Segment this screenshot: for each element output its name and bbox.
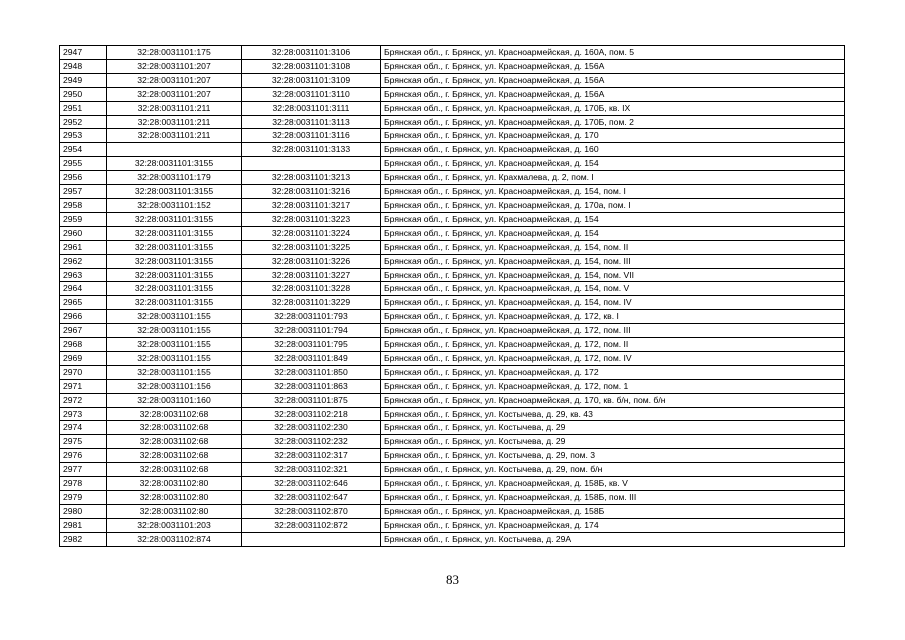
object-cadastral-number-cell: 32:28:0031101:3216 [242, 185, 381, 199]
address-cell: Брянская обл., г. Брянск, ул. Красноармейская, д. 174 [381, 518, 845, 532]
table-row [60, 407, 845, 421]
object-cadastral-number-cell: 32:28:0031101:3228 [242, 282, 381, 296]
address-cell: Брянская обл., г. Брянск, ул. Красноармейская, д. 154, пом. III [381, 254, 845, 268]
address-cell: Брянская обл., г. Брянск, ул. Костычева, д. 29А [381, 532, 845, 546]
land-cadastral-number-cell: 32:28:0031102:68 [107, 463, 242, 477]
land-cadastral-number-cell: 32:28:0031101:155 [107, 310, 242, 324]
object-cadastral-number-cell: 32:28:0031101:3229 [242, 296, 381, 310]
table-row [60, 421, 845, 435]
address-cell: Брянская обл., г. Брянск, ул. Красноармейская, д. 172 [381, 365, 845, 379]
table-row [60, 254, 845, 268]
address-cell: Брянская обл., г. Брянск, ул. Красноармейская, д. 170Б, кв. IX [381, 101, 845, 115]
row-number-cell: 2959 [60, 212, 107, 226]
row-number-cell: 2956 [60, 171, 107, 185]
table-row [60, 101, 845, 115]
object-cadastral-number-cell: 32:28:0031102:646 [242, 477, 381, 491]
land-cadastral-number-cell: 32:28:0031101:3155 [107, 282, 242, 296]
land-cadastral-number-cell: 32:28:0031101:211 [107, 129, 242, 143]
table-row [60, 198, 845, 212]
object-cadastral-number-cell: 32:28:0031102:647 [242, 491, 381, 505]
address-cell: Брянская обл., г. Брянск, ул. Костычева, д. 29, пом. б/н [381, 463, 845, 477]
land-cadastral-number-cell: 32:28:0031102:80 [107, 504, 242, 518]
row-number-cell: 2948 [60, 59, 107, 73]
table-body [60, 46, 845, 547]
land-cadastral-number-cell: 32:28:0031101:3155 [107, 296, 242, 310]
table-row [60, 449, 845, 463]
address-cell: Брянская обл., г. Брянск, ул. Красноармейская, д. 154, пом. VII [381, 268, 845, 282]
object-cadastral-number-cell: 32:28:0031101:3116 [242, 129, 381, 143]
land-cadastral-number-cell: 32:28:0031101:152 [107, 198, 242, 212]
land-cadastral-number-cell: 32:28:0031101:155 [107, 365, 242, 379]
object-cadastral-number-cell: 32:28:0031101:875 [242, 393, 381, 407]
table-row [60, 59, 845, 73]
land-cadastral-number-cell: 32:28:0031102:68 [107, 407, 242, 421]
land-cadastral-number-cell: 32:28:0031101:3155 [107, 226, 242, 240]
table-row [60, 491, 845, 505]
row-number-cell: 2955 [60, 157, 107, 171]
land-cadastral-number-cell: 32:28:0031101:175 [107, 46, 242, 60]
cadastral-table [59, 45, 845, 547]
row-number-cell: 2979 [60, 491, 107, 505]
table-row [60, 296, 845, 310]
table-row [60, 379, 845, 393]
table-row [60, 393, 845, 407]
table-row [60, 212, 845, 226]
land-cadastral-number-cell: 32:28:0031101:3155 [107, 157, 242, 171]
row-number-cell: 2952 [60, 115, 107, 129]
table-row [60, 504, 845, 518]
address-cell: Брянская обл., г. Брянск, ул. Красноармейская, д. 172, пом. III [381, 324, 845, 338]
object-cadastral-number-cell: 32:28:0031101:794 [242, 324, 381, 338]
table-row [60, 268, 845, 282]
object-cadastral-number-cell: 32:28:0031101:3225 [242, 240, 381, 254]
land-cadastral-number-cell: 32:28:0031101:3155 [107, 254, 242, 268]
address-cell: Брянская обл., г. Брянск, ул. Красноармейская, д. 158Б, пом. III [381, 491, 845, 505]
land-cadastral-number-cell: 32:28:0031101:155 [107, 338, 242, 352]
object-cadastral-number-cell: 32:28:0031102:321 [242, 463, 381, 477]
page-number: 83 [446, 572, 459, 587]
address-cell: Брянская обл., г. Брянск, ул. Красноармейская, д. 170Б, пом. 2 [381, 115, 845, 129]
table-row [60, 310, 845, 324]
land-cadastral-number-cell: 32:28:0031101:207 [107, 73, 242, 87]
row-number-cell: 2950 [60, 87, 107, 101]
land-cadastral-number-cell: 32:28:0031101:203 [107, 518, 242, 532]
land-cadastral-number-cell: 32:28:0031101:179 [107, 171, 242, 185]
row-number-cell: 2951 [60, 101, 107, 115]
row-number-cell: 2957 [60, 185, 107, 199]
table-row [60, 143, 845, 157]
table-row [60, 157, 845, 171]
land-cadastral-number-cell: 32:28:0031101:207 [107, 59, 242, 73]
row-number-cell: 2962 [60, 254, 107, 268]
land-cadastral-number-cell: 32:28:0031102:80 [107, 477, 242, 491]
address-cell: Брянская обл., г. Брянск, ул. Костычева, д. 29 [381, 435, 845, 449]
object-cadastral-number-cell: 32:28:0031102:872 [242, 518, 381, 532]
land-cadastral-number-cell: 32:28:0031101:3155 [107, 240, 242, 254]
row-number-cell: 2971 [60, 379, 107, 393]
object-cadastral-number-cell: 32:28:0031101:863 [242, 379, 381, 393]
address-cell: Брянская обл., г. Брянск, ул. Красноармейская, д. 158Б, кв. V [381, 477, 845, 491]
table-row [60, 532, 845, 546]
address-cell: Брянская обл., г. Брянск, ул. Костычева, д. 29 [381, 421, 845, 435]
table-row [60, 477, 845, 491]
land-cadastral-number-cell: 32:28:0031101:211 [107, 115, 242, 129]
object-cadastral-number-cell: 32:28:0031101:795 [242, 338, 381, 352]
land-cadastral-number-cell: 32:28:0031102:68 [107, 449, 242, 463]
object-cadastral-number-cell: 32:28:0031101:3113 [242, 115, 381, 129]
object-cadastral-number-cell: 32:28:0031101:3227 [242, 268, 381, 282]
table-row [60, 351, 845, 365]
address-cell: Брянская обл., г. Брянск, ул. Красноармейская, д. 158Б [381, 504, 845, 518]
address-cell: Брянская обл., г. Брянск, ул. Костычева, д. 29, кв. 43 [381, 407, 845, 421]
object-cadastral-number-cell: 32:28:0031101:3133 [242, 143, 381, 157]
address-cell: Брянская обл., г. Брянск, ул. Красноармейская, д. 156А [381, 59, 845, 73]
row-number-cell: 2974 [60, 421, 107, 435]
row-number-cell: 2949 [60, 73, 107, 87]
table-row [60, 115, 845, 129]
land-cadastral-number-cell: 32:28:0031102:874 [107, 532, 242, 546]
address-cell: Брянская обл., г. Брянск, ул. Красноармейская, д. 170, кв. б/н, пом. б/н [381, 393, 845, 407]
object-cadastral-number-cell: 32:28:0031101:3111 [242, 101, 381, 115]
address-cell: Брянская обл., г. Брянск, ул. Красноармейская, д. 154 [381, 157, 845, 171]
object-cadastral-number-cell: 32:28:0031101:3108 [242, 59, 381, 73]
land-cadastral-number-cell: 32:28:0031102:80 [107, 491, 242, 505]
row-number-cell: 2982 [60, 532, 107, 546]
object-cadastral-number-cell: 32:28:0031101:3226 [242, 254, 381, 268]
object-cadastral-number-cell [242, 532, 381, 546]
row-number-cell: 2970 [60, 365, 107, 379]
row-number-cell: 2958 [60, 198, 107, 212]
address-cell: Брянская обл., г. Брянск, ул. Красноармейская, д. 156А [381, 73, 845, 87]
table-row [60, 338, 845, 352]
land-cadastral-number-cell: 32:28:0031102:68 [107, 435, 242, 449]
object-cadastral-number-cell: 32:28:0031102:317 [242, 449, 381, 463]
land-cadastral-number-cell: 32:28:0031101:3155 [107, 212, 242, 226]
row-number-cell: 2980 [60, 504, 107, 518]
address-cell: Брянская обл., г. Брянск, ул. Красноармейская, д. 172, пом. 1 [381, 379, 845, 393]
table-row [60, 171, 845, 185]
row-number-cell: 2965 [60, 296, 107, 310]
row-number-cell: 2973 [60, 407, 107, 421]
object-cadastral-number-cell: 32:28:0031101:3223 [242, 212, 381, 226]
object-cadastral-number-cell: 32:28:0031102:870 [242, 504, 381, 518]
row-number-cell: 2977 [60, 463, 107, 477]
address-cell: Брянская обл., г. Брянск, ул. Красноармейская, д. 172, пом. IV [381, 351, 845, 365]
object-cadastral-number-cell: 32:28:0031101:793 [242, 310, 381, 324]
row-number-cell: 2963 [60, 268, 107, 282]
object-cadastral-number-cell: 32:28:0031101:3109 [242, 73, 381, 87]
table-row [60, 46, 845, 60]
address-cell: Брянская обл., г. Брянск, ул. Красноармейская, д. 160А, пом. 5 [381, 46, 845, 60]
row-number-cell: 2969 [60, 351, 107, 365]
address-cell: Брянская обл., г. Брянск, ул. Красноармейская, д. 154, пом. IV [381, 296, 845, 310]
address-cell: Брянская обл., г. Брянск, ул. Красноармейская, д. 154, пом. II [381, 240, 845, 254]
row-number-cell: 2964 [60, 282, 107, 296]
row-number-cell: 2966 [60, 310, 107, 324]
address-cell: Брянская обл., г. Брянск, ул. Красноармейская, д. 170а, пом. I [381, 198, 845, 212]
row-number-cell: 2976 [60, 449, 107, 463]
row-number-cell: 2975 [60, 435, 107, 449]
table-row [60, 129, 845, 143]
object-cadastral-number-cell [242, 157, 381, 171]
row-number-cell: 2968 [60, 338, 107, 352]
table-row [60, 463, 845, 477]
land-cadastral-number-cell: 32:28:0031101:207 [107, 87, 242, 101]
object-cadastral-number-cell: 32:28:0031101:3224 [242, 226, 381, 240]
land-cadastral-number-cell: 32:28:0031101:156 [107, 379, 242, 393]
row-number-cell: 2953 [60, 129, 107, 143]
table-row [60, 240, 845, 254]
land-cadastral-number-cell: 32:28:0031101:155 [107, 351, 242, 365]
land-cadastral-number-cell: 32:28:0031101:211 [107, 101, 242, 115]
address-cell: Брянская обл., г. Брянск, ул. Красноармейская, д. 154, пом. V [381, 282, 845, 296]
address-cell: Брянская обл., г. Брянск, ул. Красноармейская, д. 172, пом. II [381, 338, 845, 352]
row-number-cell: 2954 [60, 143, 107, 157]
object-cadastral-number-cell: 32:28:0031102:232 [242, 435, 381, 449]
row-number-cell: 2960 [60, 226, 107, 240]
address-cell: Брянская обл., г. Брянск, ул. Красноармейская, д. 154, пом. I [381, 185, 845, 199]
table-row [60, 365, 845, 379]
table-row [60, 435, 845, 449]
address-cell: Брянская обл., г. Брянск, ул. Костычева, д. 29, пом. 3 [381, 449, 845, 463]
object-cadastral-number-cell: 32:28:0031101:849 [242, 351, 381, 365]
table-row [60, 518, 845, 532]
land-cadastral-number-cell: 32:28:0031101:3155 [107, 185, 242, 199]
row-number-cell: 2981 [60, 518, 107, 532]
address-cell: Брянская обл., г. Брянск, ул. Красноармейская, д. 160 [381, 143, 845, 157]
address-cell: Брянская обл., г. Брянск, ул. Красноармейская, д. 154 [381, 226, 845, 240]
land-cadastral-number-cell: 32:28:0031101:3155 [107, 268, 242, 282]
object-cadastral-number-cell: 32:28:0031102:218 [242, 407, 381, 421]
address-cell: Брянская обл., г. Брянск, ул. Красноармейская, д. 170 [381, 129, 845, 143]
table-row [60, 324, 845, 338]
object-cadastral-number-cell: 32:28:0031102:230 [242, 421, 381, 435]
row-number-cell: 2978 [60, 477, 107, 491]
land-cadastral-number-cell: 32:28:0031102:68 [107, 421, 242, 435]
row-number-cell: 2967 [60, 324, 107, 338]
row-number-cell: 2961 [60, 240, 107, 254]
table-row [60, 73, 845, 87]
address-cell: Брянская обл., г. Брянск, ул. Крахмалева, д. 2, пом. I [381, 171, 845, 185]
object-cadastral-number-cell: 32:28:0031101:3213 [242, 171, 381, 185]
object-cadastral-number-cell: 32:28:0031101:3106 [242, 46, 381, 60]
table-row [60, 185, 845, 199]
address-cell: Брянская обл., г. Брянск, ул. Красноармейская, д. 156А [381, 87, 845, 101]
address-cell: Брянская обл., г. Брянск, ул. Красноармейская, д. 154 [381, 212, 845, 226]
table-row [60, 282, 845, 296]
object-cadastral-number-cell: 32:28:0031101:850 [242, 365, 381, 379]
land-cadastral-number-cell [107, 143, 242, 157]
address-cell: Брянская обл., г. Брянск, ул. Красноармейская, д. 172, кв. I [381, 310, 845, 324]
row-number-cell: 2972 [60, 393, 107, 407]
object-cadastral-number-cell: 32:28:0031101:3217 [242, 198, 381, 212]
object-cadastral-number-cell: 32:28:0031101:3110 [242, 87, 381, 101]
table-row [60, 226, 845, 240]
table-row [60, 87, 845, 101]
land-cadastral-number-cell: 32:28:0031101:160 [107, 393, 242, 407]
row-number-cell: 2947 [60, 46, 107, 60]
land-cadastral-number-cell: 32:28:0031101:155 [107, 324, 242, 338]
